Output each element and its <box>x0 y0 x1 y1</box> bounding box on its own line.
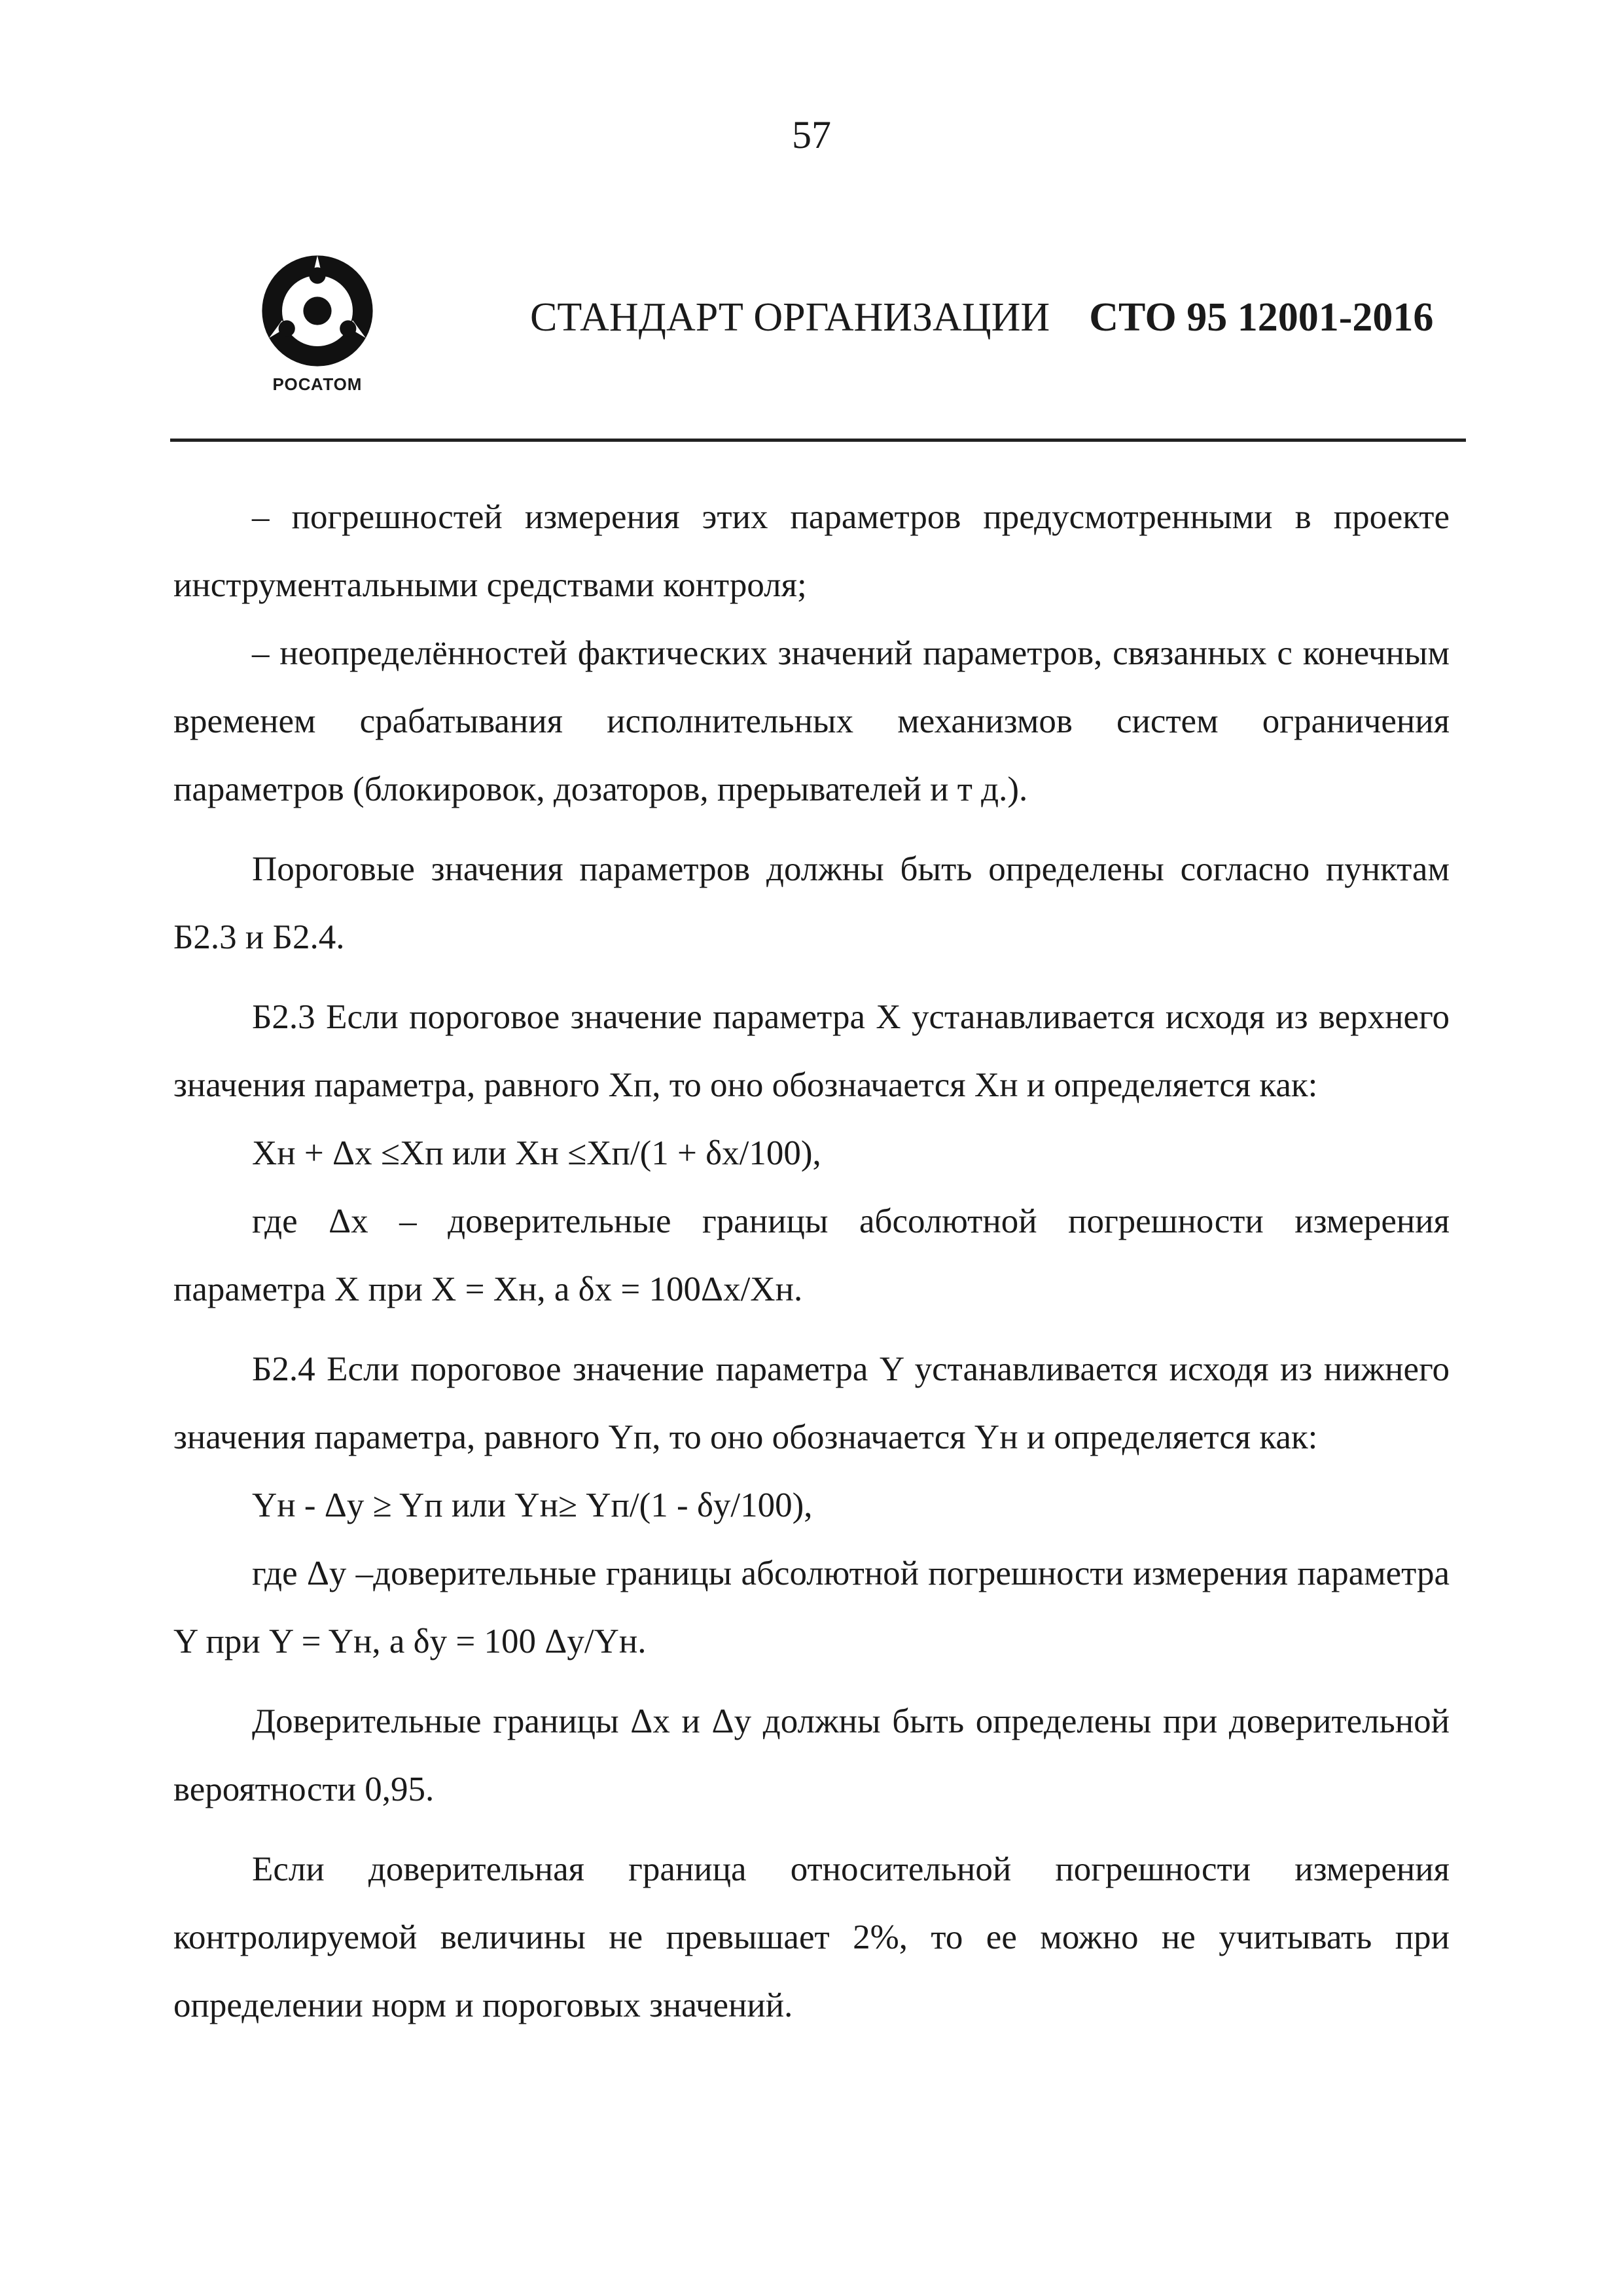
standard-code: СТО 95 12001-2016 <box>1089 295 1434 340</box>
paragraph: – погрешностей измерения этих параметров предусмотренными в проекте инструментальными средствами контроля; <box>173 498 1450 604</box>
paragraph: Доверительные границы Δx и Δy должны быть определены при доверительной вероятности 0,95. <box>173 1702 1450 1808</box>
standard-header <box>530 295 1433 341</box>
paragraph: Пороговые значения параметров должны быть определены согласно пунктам Б2.3 и Б2.4. <box>173 850 1450 956</box>
paragraph: где Δx – доверительные границы абсолютной погрешности измерения параметра X при X = Xн, а δx = 100Δx/Xн. <box>173 1202 1450 1308</box>
paragraph: где Δy –доверительные границы абсолютной погрешности измерения параметра Y при Y = Yн, а δy = 100 Δy/Yн. <box>173 1554 1450 1660</box>
page-number: 57 <box>792 113 831 156</box>
rosatom-logo-icon <box>259 252 376 370</box>
org-label: СТАНДАРТ ОРГАНИЗАЦИИ <box>530 295 1050 340</box>
formula: Yн - Δy ≥ Yп или Yн≥ Yп/(1 - δy/100), <box>252 1486 813 1524</box>
header-divider <box>170 439 1466 442</box>
formula: Xн + Δx ≤Xп или Xн ≤Xп/(1 + δx/100), <box>252 1134 821 1172</box>
paragraph: Б2.4 Если пороговое значение параметра Y устанавливается исходя из нижнего значения параметра, равного Yп, то оно обозначается Yн и определяется как: <box>173 1350 1450 1456</box>
logo-caption: РОСАТОМ <box>272 374 363 394</box>
paragraph: – неопределённостей фактических значений параметров, связанных с конечным временем срабатывания исполнительных механизмов систем ограничения параметров (блокировок, дозаторов, прерывателей и т д.). <box>173 634 1450 808</box>
paragraph: Б2.3 Если пороговое значение параметра X устанавливается исходя из верхнего значения параметра, равного Xп, то оно обозначается Xн и определяется как: <box>173 998 1450 1104</box>
document-body <box>173 483 1450 2039</box>
paragraph: Если доверительная граница относительной погрешности измерения контролируемой величины не превышает 2%, то ее можно не учитывать при определении норм и пороговых значений. <box>173 1850 1450 2024</box>
